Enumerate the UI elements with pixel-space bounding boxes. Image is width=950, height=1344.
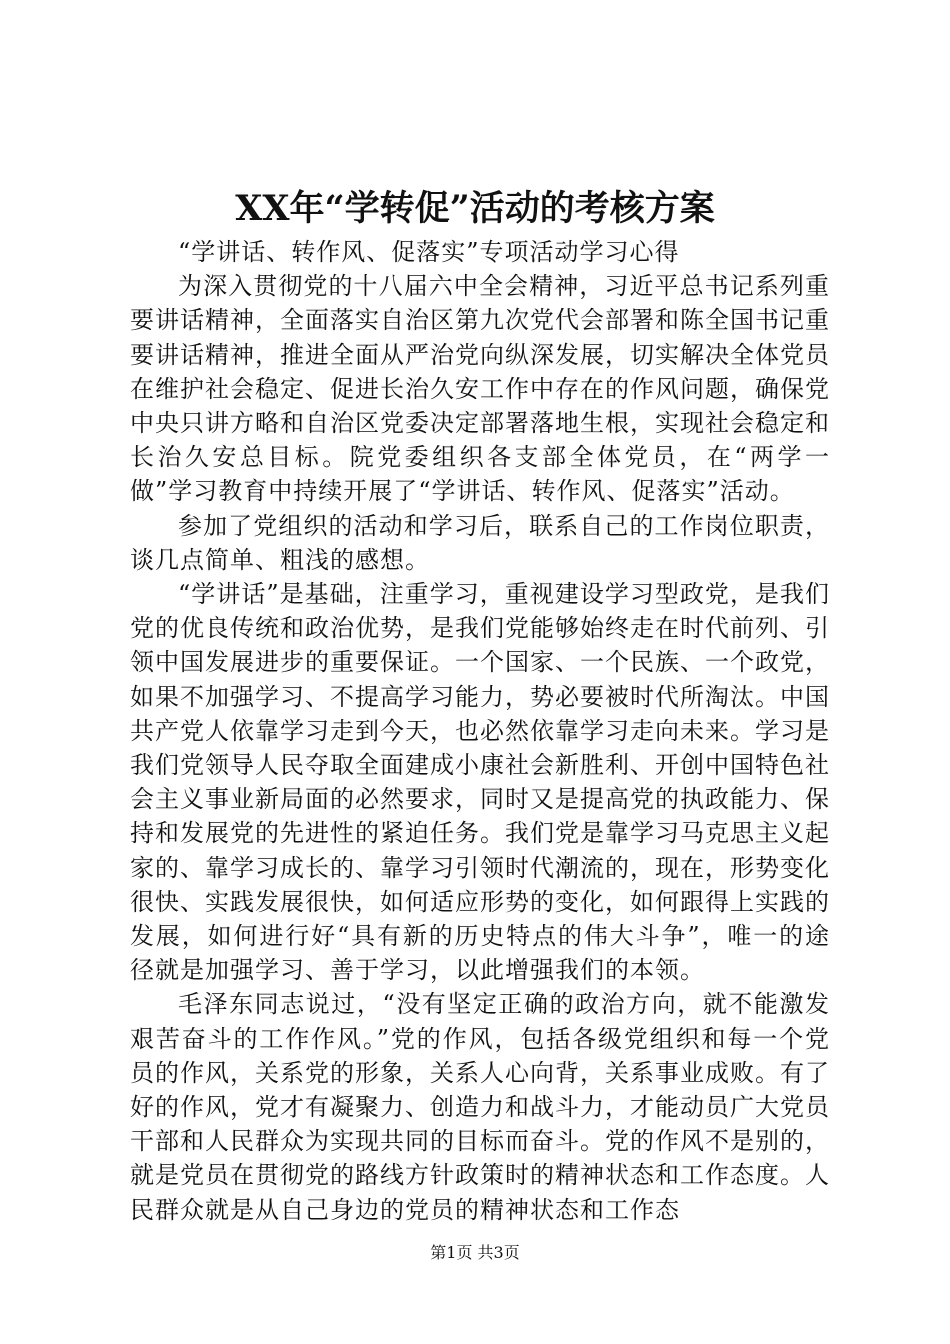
- document-body: [130, 235, 830, 1227]
- paragraph-study: “学讲话”是基础，注重学习，重视建设学习型政党，是我们党的优良传统和政治优势，是我们党能够始终走在时代前列、引领中国发展进步的重要保证。一个国家、一个民族、一个政党，如果不加强学习、不提高学习能力，势必要被时代所淘汰。中国共产党人依靠学习走到今天，也必然依靠学习走向未来。学习是我们党领导人民夺取全面建成小康社会新胜利、开创中国特色社会主义事业新局面的必然要求，同时又是提高党的执政能力、保持和发展党的先进性的紧迫任务。我们党是靠学习马克思主义起家的、靠学习成长的、靠学习引领时代潮流的，现在，形势变化很快、实践发展很快，如何适应形势的变化，如何跟得上实践的发展，如何进行好“具有新的历史特点的伟大斗争”，唯一的途径就是加强学习、善于学习，以此增强我们的本领。: [130, 580, 830, 985]
- paragraph-work-style: 毛泽东同志说过，“没有坚定正确的政治方向，就不能激发艰苦奋斗的工作作风。”党的作风，包括各级党组织和每一个党员的作风，关系党的形象，关系人心向背，关系事业成败。有了好的作风，党才有凝聚力、创造力和战斗力，才能动员广大党员干部和人民群众为实现共同的目标而奋斗。党的作风不是别的，就是党员在贯彻党的路线方针政策时的精神状态和工作态度。人民群众就是从自己身边的党员的精神状态和工作态: [130, 990, 830, 1224]
- document-title: XX年“学转促”活动的考核方案: [235, 188, 715, 229]
- paragraph-reflection: 参加了党组织的活动和学习后，联系自己的工作岗位职责，谈几点简单、粗浅的感想。: [130, 511, 830, 574]
- paragraph-subtitle: “学讲话、转作风、促落实”专项活动学习心得: [178, 238, 680, 266]
- paragraph-intro: 为深入贯彻党的十八届六中全会精神，习近平总书记系列重要讲话精神，全面落实自治区第九次党代会部署和陈全国书记重要讲话精神，推进全面从严治党向纵深发展，切实解决全体党员在维护社会稳定、促进长治久安工作中存在的作风问题，确保党中央只讲方略和自治区党委决定部署落地生根，实现社会稳定和长治久安总目标。院党委组织各支部全体党员，在“两学一做”学习教育中持续开展了“学讲话、转作风、促落实”活动。: [130, 272, 830, 506]
- page-number-footer: 第1页 共3页: [430, 1243, 520, 1262]
